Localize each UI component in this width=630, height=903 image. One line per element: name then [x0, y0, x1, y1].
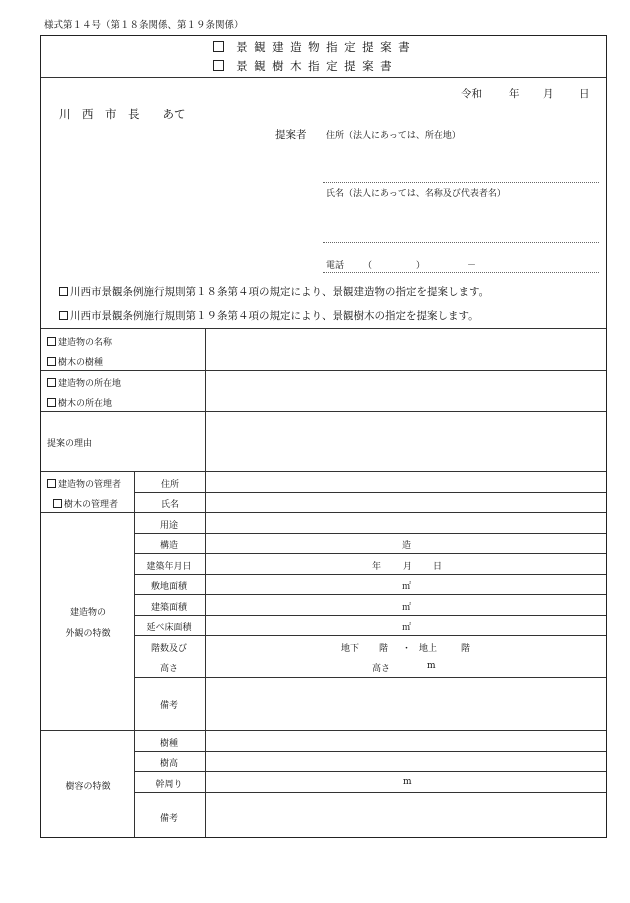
exterior-group-label-1: 建造物の	[69, 608, 107, 618]
date-day: 日	[579, 88, 590, 100]
form-frame	[40, 35, 607, 838]
label-built-date: 建築年月日	[146, 562, 192, 572]
checkbox-tree-location[interactable]	[47, 398, 56, 407]
date-era: 令和	[461, 88, 482, 100]
row-building-location	[47, 376, 121, 389]
checkbox-tree-manager[interactable]	[53, 499, 62, 508]
floors-underground-unit: 階	[379, 644, 389, 654]
label-tree-remarks: 備考	[159, 814, 179, 824]
row-building-location-text: 建造物の所在地	[58, 379, 122, 389]
label-building-area: 建築面積	[150, 603, 188, 613]
statement-building	[59, 284, 489, 299]
row-reason: 提案の理由	[47, 439, 93, 449]
form-number: 様式第１４号（第１８条関係、第１９条関係）	[44, 20, 244, 31]
manager-name-label: 氏名	[161, 500, 180, 510]
row-tree-location-text: 樹木の所在地	[58, 399, 113, 409]
height-unit: m	[427, 661, 436, 671]
exterior-group-label-2: 外観の特徴	[65, 629, 111, 639]
checkbox-tree-species[interactable]	[47, 357, 56, 366]
label-trunk: 幹周り	[155, 780, 183, 790]
row-tree-manager-text: 樹木の管理者	[64, 500, 119, 510]
checkbox-tree-title[interactable]	[213, 60, 224, 71]
row-tree-species-text: 樹木の樹種	[58, 358, 104, 368]
title-building	[213, 39, 416, 55]
title-tree	[213, 58, 398, 74]
date-year: 年	[509, 88, 520, 100]
statement-building-text: 川西市景観条例施行規則第１８条第４項の規定により、景観建造物の指定を提案します。	[70, 286, 490, 298]
row-building-name	[47, 335, 112, 348]
date-month: 月	[543, 88, 554, 100]
label-tree-height: 樹高	[159, 759, 179, 769]
building-area-unit: ㎡	[402, 603, 412, 613]
phone-close: ）	[416, 261, 426, 271]
addressee: 川 西 市 長 あて	[59, 107, 186, 121]
built-day: 日	[433, 562, 443, 572]
title-tree-text: 景観樹木指定提案書	[236, 59, 399, 73]
phone-dash: －	[467, 261, 477, 271]
site-area-unit: ㎡	[402, 582, 412, 592]
floor-area-unit: ㎡	[402, 623, 412, 633]
trunk-unit: m	[403, 777, 412, 787]
checkbox-building-location[interactable]	[47, 378, 56, 387]
proposer-address-label: 住所（法人にあっては、所在地）	[326, 131, 461, 141]
checkbox-building-name[interactable]	[47, 337, 56, 346]
checkbox-building-title[interactable]	[213, 41, 224, 52]
floors-underground: 地下	[341, 644, 360, 654]
phone-open: （	[363, 261, 373, 271]
label-floor-area: 延べ床面積	[146, 623, 192, 633]
proposer-label: 提案者	[275, 129, 307, 141]
checkbox-statement-tree[interactable]	[59, 311, 68, 320]
built-year: 年	[372, 562, 382, 572]
tree-group-label: 樹容の特徴	[65, 782, 111, 792]
manager-address-label: 住所	[161, 480, 180, 490]
label-building-remarks: 備考	[159, 701, 179, 711]
label-use: 用途	[159, 521, 179, 531]
row-building-name-text: 建造物の名称	[58, 338, 113, 348]
label-site-area: 敷地面積	[150, 582, 188, 592]
floors-aboveground-unit: 階	[461, 644, 471, 654]
floors-separator: ・	[402, 644, 412, 654]
checkbox-statement-building[interactable]	[59, 287, 68, 296]
height-label: 高さ	[372, 664, 391, 674]
row-tree-location	[47, 396, 112, 409]
label-floors-2: 高さ	[159, 664, 179, 674]
label-tree-species: 樹種	[159, 739, 179, 749]
row-building-manager-text: 建造物の管理者	[58, 480, 122, 490]
statement-tree	[59, 308, 479, 323]
title-building-text: 景観建造物指定提案書	[236, 40, 417, 54]
statement-tree-text: 川西市景観条例施行規則第１９条第４項の規定により、景観樹木の指定を提案します。	[70, 310, 479, 322]
floors-aboveground: 地上	[419, 644, 438, 654]
built-month: 月	[403, 562, 413, 572]
proposer-name-label: 氏名（法人にあっては、名称及び代表者名）	[326, 189, 506, 199]
structure-suffix: 造	[402, 541, 412, 551]
row-building-manager	[47, 477, 121, 490]
checkbox-building-manager[interactable]	[47, 479, 56, 488]
proposer-phone-label: 電話	[326, 261, 345, 271]
row-tree-species	[47, 355, 103, 368]
row-tree-manager	[53, 497, 118, 510]
label-structure: 構造	[159, 541, 179, 551]
label-floors-1: 階数及び	[150, 644, 188, 654]
